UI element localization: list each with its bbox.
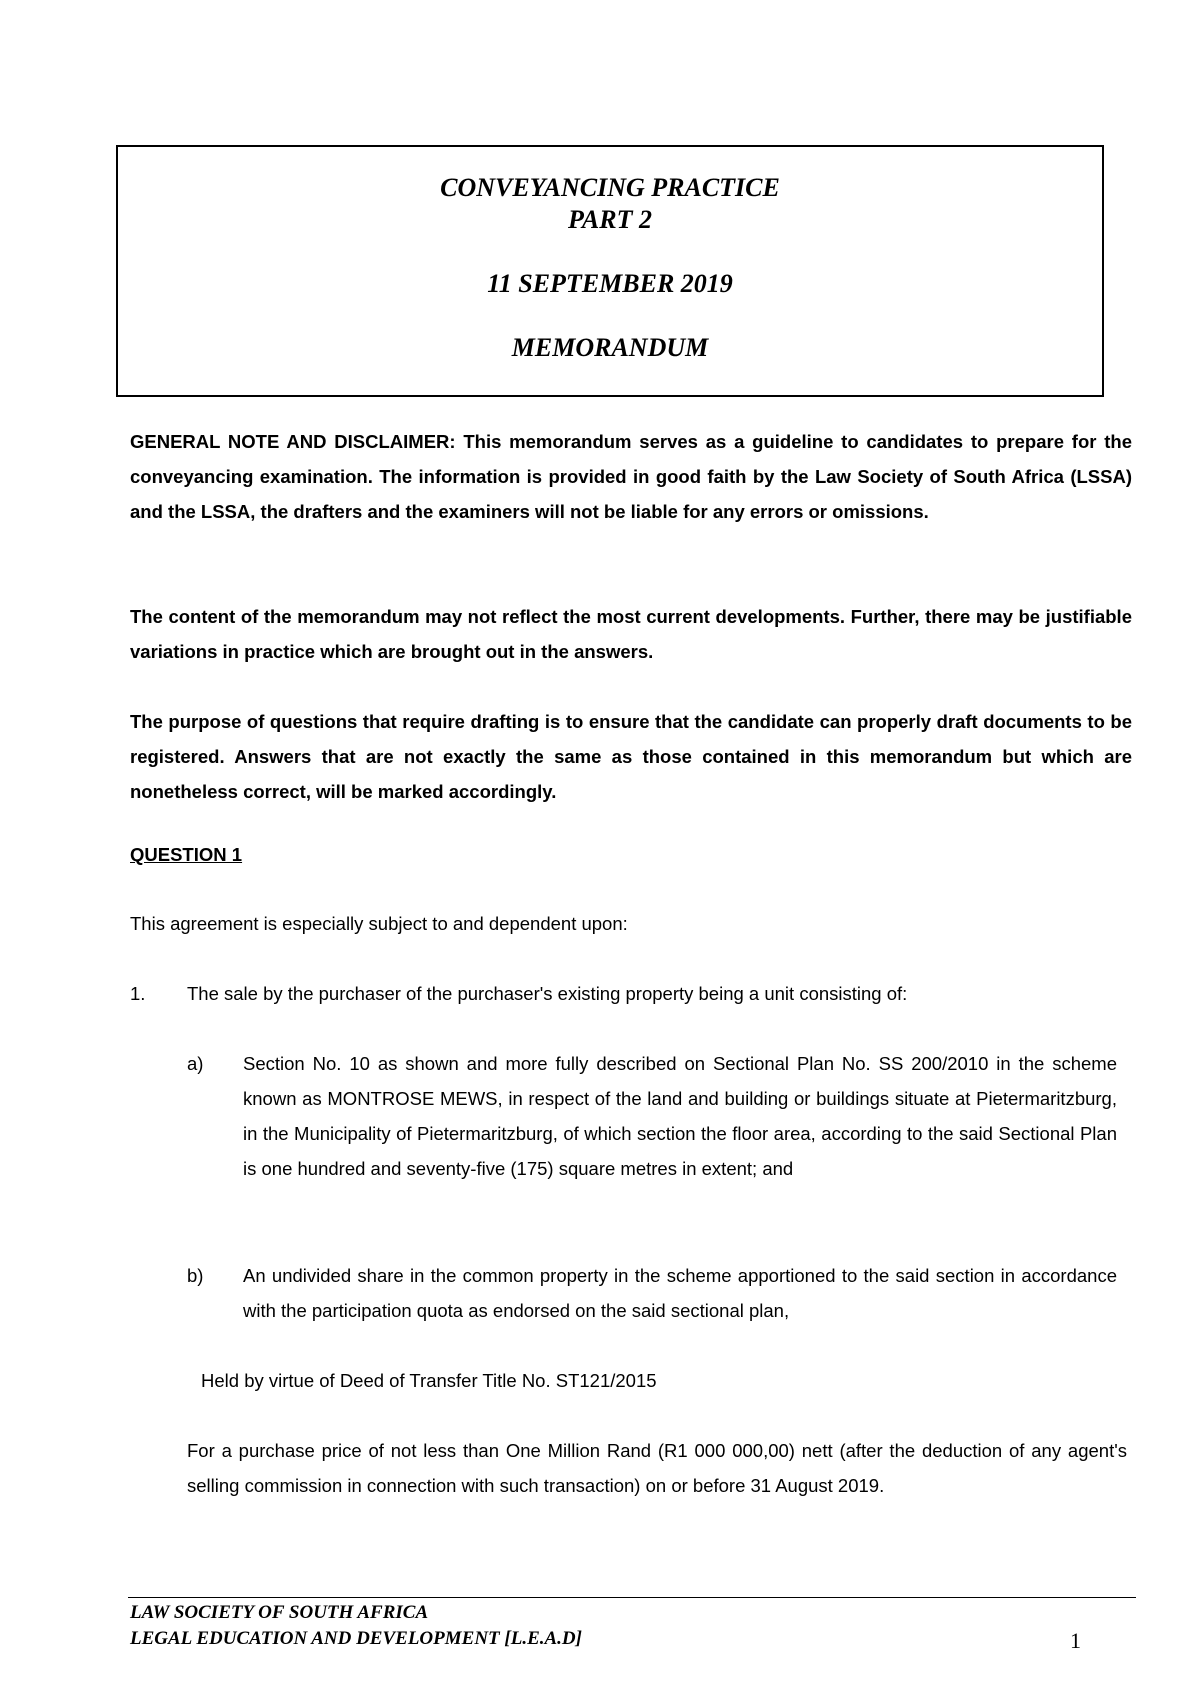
purchase-price-text: For a purchase price of not less than One Million Rand (R1 000 000,00) nett (after the deduction of any agent's selling commission in connection with such transaction) on or before 31 August 2019. (187, 1440, 1127, 1496)
question-1-heading: QUESTION 1 (130, 844, 243, 865)
title-line-2: PART 2 (567, 205, 653, 234)
item-1a-text: Section No. 10 as shown and more fully described on Sectional Plan No. SS 200/2010 in the scheme known as MONTROSE MEWS, in respect of the land and building or buildings situate at Pietermaritzburg, in the Municipality of Pietermaritzburg, of which section the floor area, according to the said Sectional Plan is one hundred and seventy-five (175) square metres in extent; and (243, 1053, 1117, 1179)
item-1b-letter: b) (187, 1265, 204, 1286)
title-date: 11 SEPTEMBER 2019 (487, 269, 733, 298)
item-1b-text: An undivided share in the common property in the scheme apportioned to the said section in accordance with the participation quota as endorsed on the said sectional plan, (243, 1265, 1117, 1321)
disclaimer-paragraph-1: GENERAL NOTE AND DISCLAIMER: This memorandum serves as a guideline to candidates to prepare for the conveyancing examination. The information is provided in good faith by the Law Society of South Africa (LSSA) and the LSSA, the drafters and the examiners will not be liable for any errors or omissions. (130, 431, 1132, 522)
title-line-1: CONVEYANCING PRACTICE (440, 173, 780, 202)
footer-line-1: LAW SOCIETY OF SOUTH AFRICA (130, 1602, 429, 1623)
title-box (116, 145, 1104, 397)
item-1-number: 1. (130, 983, 146, 1004)
question-1-intro: This agreement is especially subject to and dependent upon: (130, 913, 628, 934)
held-by-text: Held by virtue of Deed of Transfer Title No. ST121/2015 (201, 1370, 657, 1391)
disclaimer-paragraph-2: The content of the memorandum may not reflect the most current developments. Further, there may be justifiable variations in practice which are brought out in the answers. (130, 606, 1132, 662)
footer-line-2: LEGAL EDUCATION AND DEVELOPMENT [L.E.A.D] (130, 1628, 582, 1649)
page-number: 1 (1070, 1628, 1081, 1653)
title-doc-type: MEMORANDUM (511, 333, 709, 362)
item-1-text: The sale by the purchaser of the purchaser's existing property being a unit consisting of: (187, 983, 908, 1004)
disclaimer-paragraph-3: The purpose of questions that require drafting is to ensure that the candidate can properly draft documents to be registered. Answers that are not exactly the same as those contained in this memorandum but which are nonetheless correct, will be marked accordingly. (130, 711, 1132, 802)
item-1a-letter: a) (187, 1053, 204, 1074)
footer-rule (128, 1597, 1136, 1598)
